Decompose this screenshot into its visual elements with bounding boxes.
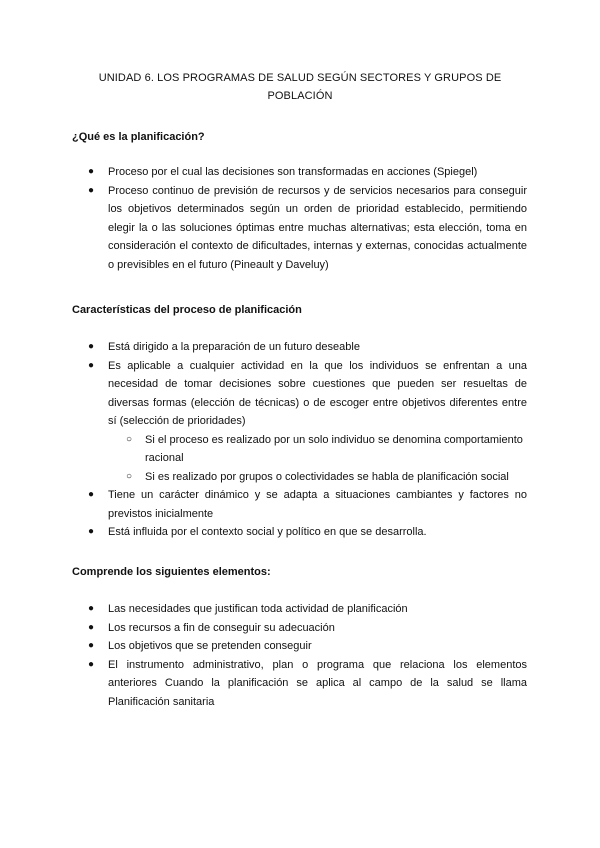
sublist-item-text: Si es realizado por grupos o colectividades se habla de planificación social [145,470,509,483]
document-title: UNIDAD 6. LOS PROGRAMAS DE SALUD SEGÚN SECTORES Y GRUPOS DE POBLACIÓN [98,72,502,102]
hollow-bullet-icon: ○ [126,433,133,445]
list-item-text: Es aplicable a cualquier actividad en la que los individuos se enfrentan a una necesidad de tomar decisiones sobre cuestiones que pueden ser resueltas de diversas formas (elección de técnicas) o de escoger entre objetivos diferentes entre sí (selección de prioridades) [108,359,527,427]
bullet-icon: ● [88,184,95,196]
list-item-text: Los recursos a fin de conseguir su adecuación [108,621,335,634]
list-comprende-elementos [0,600,600,711]
list-item-text: Proceso continuo de previsión de recursos y de servicios necesarios para conseguir los objetivos determinados según un orden de prioridad establecido, permitiendo elegir la o las soluciones óptimas entre muchas alternativas; esta elección, toma en consideración el contexto de dificultades, internas y externas, conocidas actualmente o previsibles en el futuro (Pineault y Daveluy) [108,184,527,271]
list-item-text: Tiene un carácter dinámico y se adapta a situaciones cambiantes y factores no previstos inicialmente [108,489,527,520]
section-heading-que-es-planificacion: ¿Qué es la planificación? [72,131,205,143]
bullet-icon: ● [88,166,95,177]
list-item-text: Las necesidades que justifican toda actividad de planificación [108,603,408,615]
sublist-item [108,468,527,487]
list-item [0,163,527,182]
list-caracteristicas [0,338,600,542]
bullet-icon: ● [88,658,95,670]
bullet-icon: ● [88,489,95,500]
list-item [0,486,527,523]
section-heading-caracteristicas: Características del proceso de planificación [72,304,302,316]
list-item [0,523,527,542]
bullet-icon: ● [88,640,95,651]
list-item [0,619,527,638]
section-heading-comprende-elementos: Comprende los siguientes elementos: [72,566,271,578]
bullet-icon: ● [88,341,95,352]
bullet-icon: ● [88,621,95,633]
sublist-item [108,431,527,468]
list-item [0,656,527,712]
bullet-icon: ● [88,359,95,371]
list-que-es-planificacion [0,163,600,274]
list-item [0,182,527,275]
list-item-text: Proceso por el cual las decisiones son transformadas en acciones (Spiegel) [108,166,478,178]
list-item [0,357,527,487]
bullet-icon: ● [88,526,95,537]
list-item-text: El instrumento administrativo, plan o programa que relaciona los elementos anteriores Cuando la planificación se aplica al campo de la salud se llama Planificación sanitaria [108,658,527,708]
list-item [0,600,527,619]
list-item [0,637,527,656]
list-item-text: Los objetivos que se pretenden conseguir [108,640,312,652]
sublist [108,431,527,487]
list-item-text: Está influida por el contexto social y político en que se desarrolla. [108,526,427,538]
bullet-icon: ● [88,603,95,614]
sublist-item-text: Si el proceso es realizado por un solo individuo se denomina comportamiento racional [145,433,523,464]
list-item-text: Está dirigido a la preparación de un futuro deseable [108,341,360,353]
hollow-bullet-icon: ○ [126,470,133,482]
list-item [0,338,527,357]
